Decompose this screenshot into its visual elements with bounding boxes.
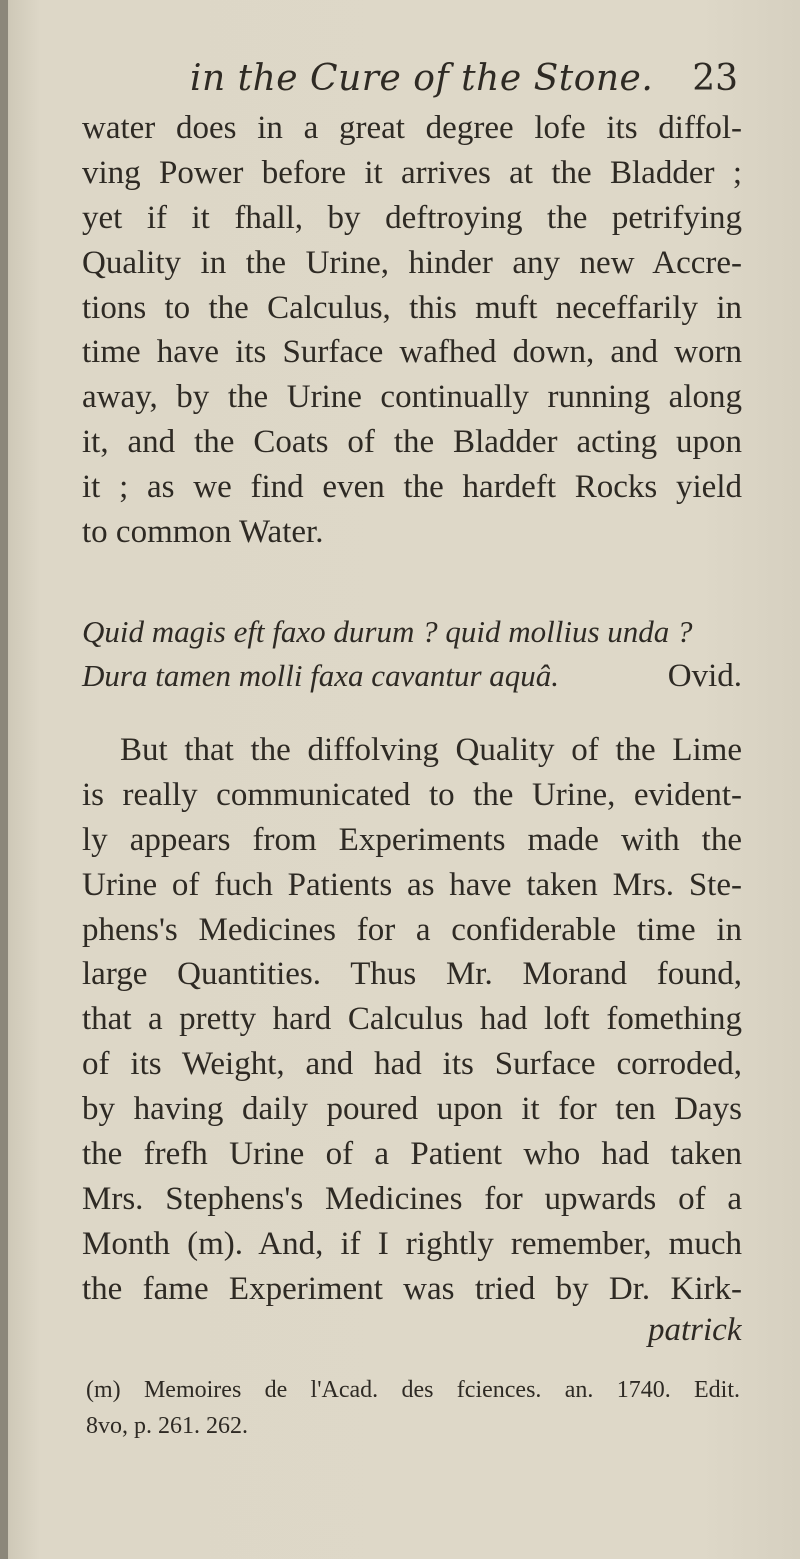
paragraph-1: [82, 106, 742, 555]
text-line: tions to the Calculus, this muft neceffarily in: [82, 289, 742, 326]
text-line: that a pretty hard Calculus had loft fomething: [82, 1001, 742, 1038]
text-line: it ; as we find even the hardeft Rocks yield: [82, 469, 742, 506]
footnote-line: 8vo, p. 261. 262.: [86, 1413, 248, 1439]
quote-line-with-attribution: [82, 654, 742, 698]
text-line: of its Weight, and had its Surface corroded,: [82, 1046, 742, 1083]
page-gutter: [0, 0, 8, 1559]
quote-line: Quid magis eft faxo durum ? quid mollius unda ?: [82, 614, 693, 649]
catchword: patrick: [648, 1312, 742, 1348]
text-line: Urine of fuch Patients as have taken Mrs. Ste-: [82, 866, 742, 903]
text-line: large Quantities. Thus Mr. Morand found,: [82, 956, 742, 993]
text-line: the fame Experiment was tried by Dr. Kirk-: [82, 1270, 742, 1307]
text-line: phens's Medicines for a confiderable time in: [82, 911, 742, 948]
text-line: the frefh Urine of a Patient who had taken: [82, 1136, 742, 1173]
text-line: Quality in the Urine, hinder any new Accre-: [82, 244, 742, 281]
text-line: ly appears from Experiments made with the: [82, 821, 742, 858]
text-line: ving Power before it arrives at the Bladder ;: [82, 154, 742, 191]
quote-line: Dura tamen molli faxa cavantur aquâ.: [82, 658, 560, 693]
text-line: Mrs. Stephens's Medicines for upwards of a: [82, 1180, 742, 1217]
text-line: to common Water.: [82, 514, 324, 551]
paragraph-2: [82, 728, 742, 1312]
footnote-line: (m) Memoires de l'Acad. des fciences. an. 1740. Edit.: [86, 1377, 740, 1403]
page-header: [190, 58, 750, 108]
footnote: [86, 1372, 740, 1444]
text-line: water does in a great degree lofe its diffol-: [82, 110, 742, 146]
text-line: But that the diffolving Quality of the Lime: [120, 732, 742, 768]
text-line: away, by the Urine continually running along: [82, 379, 742, 416]
latin-quote: [82, 610, 742, 698]
text-line: Month (m). And, if I rightly remember, much: [82, 1225, 742, 1262]
text-line: by having daily poured upon it for ten Days: [82, 1091, 742, 1128]
running-head: in the Cure of the Stone.: [190, 58, 654, 99]
text-line: time have its Surface wafhed down, and worn: [82, 334, 742, 371]
text-line: is really communicated to the Urine, evident-: [82, 776, 742, 813]
text-line: it, and the Coats of the Bladder acting upon: [82, 424, 742, 461]
text-line: yet if it fhall, by deftroying the petrifying: [82, 199, 742, 236]
quote-attribution: Ovid.: [667, 658, 742, 694]
page-number: 23: [692, 58, 738, 99]
